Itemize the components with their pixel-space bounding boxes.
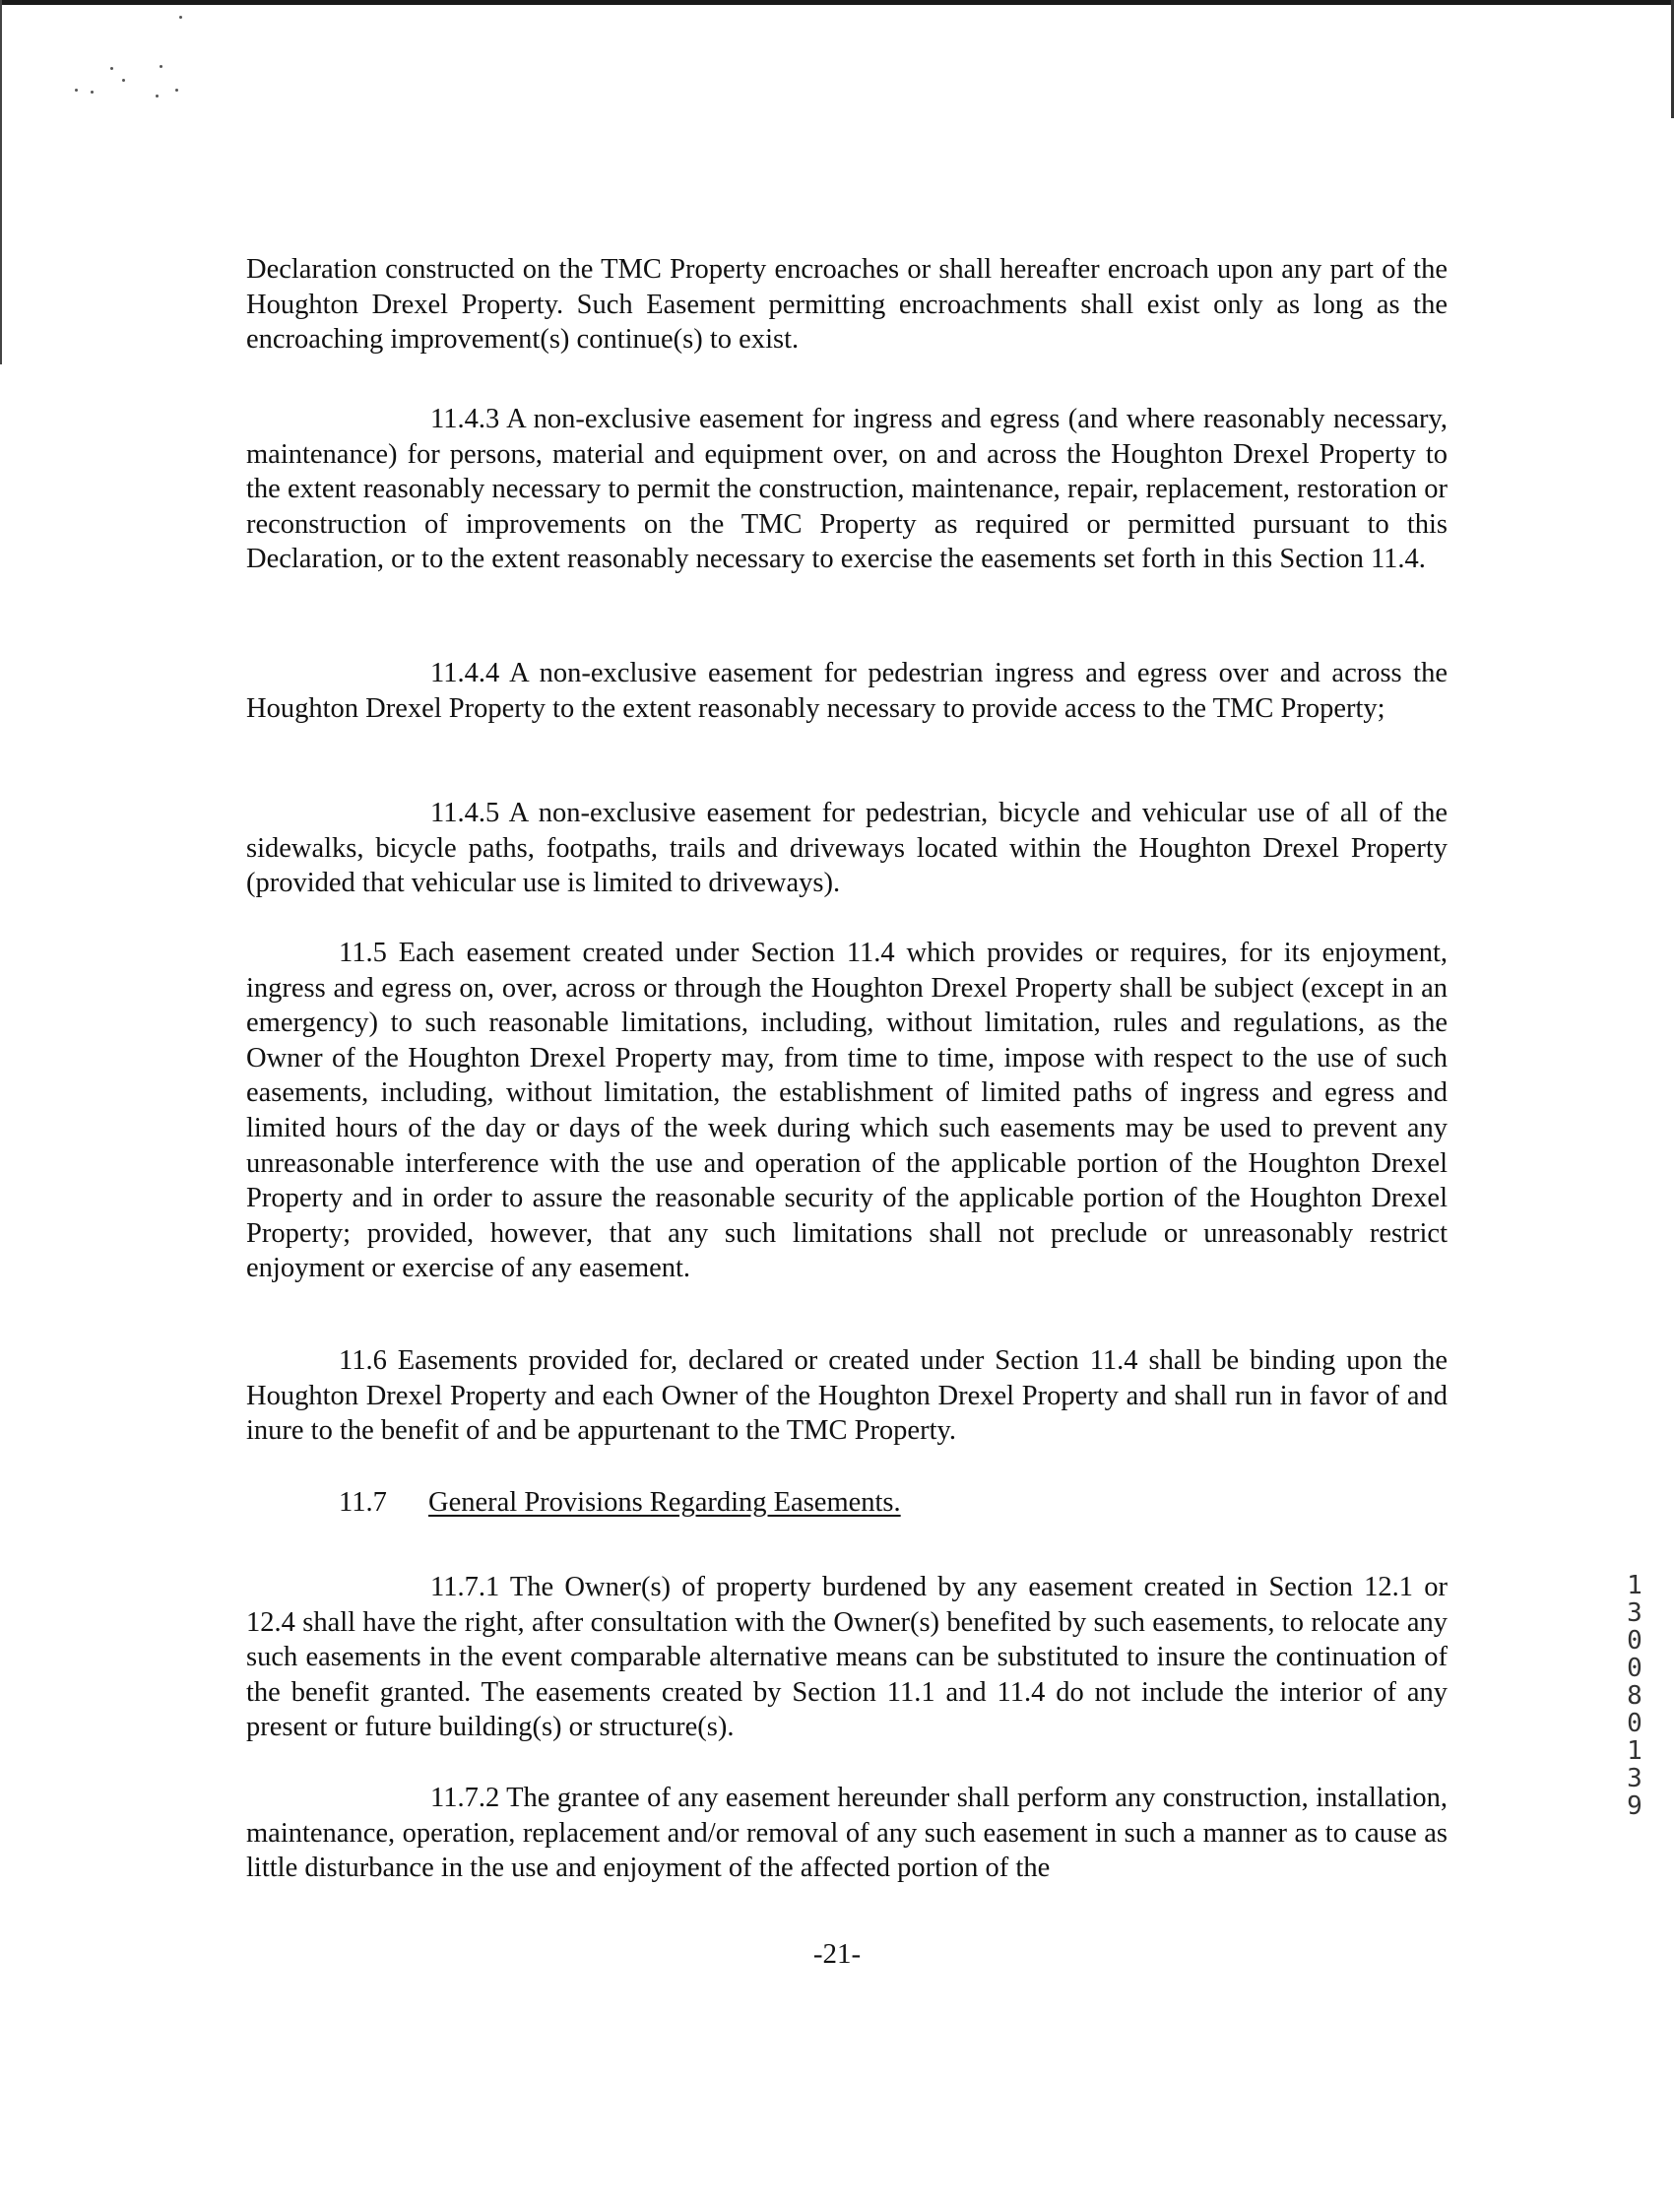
speck <box>179 16 182 19</box>
section-title: General Provisions Regarding Easements. <box>428 1487 901 1518</box>
speck <box>75 89 78 92</box>
recording-number-stamp: 13008 0139 <box>1627 1571 1642 1821</box>
scan-edge-left <box>0 0 2 364</box>
paragraph-11-4-5: 11.4.5 A non-exclusive easement for pedestrian, bicycle and vehicular use of all of the sidewalks, bicycle paths, footpaths, trails and driveways located within the Houghton Drexel Property (provided that vehicular use is limited to driveways). <box>246 798 1448 899</box>
page-number: -21- <box>812 1938 862 1970</box>
scan-specks <box>39 10 187 98</box>
paragraph-11-4-4: 11.4.4 A non-exclusive easement for pedestrian ingress and egress over and across the Houghton Drexel Property to the extent reasonably necessary to provide access to the TMC Property; <box>246 658 1448 724</box>
speck <box>175 89 178 92</box>
paragraph-11-7-2: 11.7.2 The grantee of any easement hereunder shall perform any construction, installation, maintenance, operation, replacement and/or removal of any such easement in such a manner as to cause as little disturbance in the use and enjoyment of the affected portion of the <box>246 1783 1448 1884</box>
paragraph-11-6: 11.6 Easements provided for, declared or created under Section 11.4 shall be binding upon the Houghton Drexel Property and each Owner of the Houghton Drexel Property and shall run in favor of and inure to the benefit of and be appurtenant to the TMC Property. <box>246 1345 1448 1447</box>
scan-edge-top <box>0 0 1674 5</box>
paragraph-11-4-3: 11.4.3 A non-exclusive easement for ingress and egress (and where reasonably necessary, maintenance) for persons, material and equipment over, on and across the Houghton Drexel Property to the extent reasonably necessary to permit the construction, maintenance, repair, replacement, restoration or reconstruction of improvements on the TMC Property as required or permitted pursuant to this Declaration, or to the extent reasonably necessary to exercise the easements set forth in this Section 11.4. <box>246 404 1448 575</box>
paragraph-11-5: 11.5 Each easement created under Section 11.4 which provides or requires, for its enjoyment, ingress and egress on, over, across or through the Houghton Drexel Property shall be subject (except in an emergency) to such reasonable limitations, including, without limitation, rules and regulations, as the Owner of the Houghton Drexel Property may, from time to time, impose with respect to the use of such easements, including, without limitation, the establishment of limited paths of ingress and egress and limited hours of the day or days of the week during which such easements may be used to prevent any unreasonable interference with the use and operation of the applicable portion of the Houghton Drexel Property and in order to assure the reasonable security of the applicable portion of the Houghton Drexel Property; provided, however, that any such limitations shall not preclude or unreasonably restrict enjoyment or exercise of any easement. <box>246 938 1448 1284</box>
speck <box>91 91 94 94</box>
paragraph-11-7-1: 11.7.1 The Owner(s) of property burdened by any easement created in Section 12.1 or 12.4 shall have the right, after consultation with the Owner(s) benefited by such easements, to relocate any such easements in the event comparable alternative means can be substituted to insure the continuation of the benefit granted. The easements created by Section 11.1 and 11.4 do not include the interior of any present or future building(s) or structure(s). <box>246 1572 1448 1743</box>
speck <box>122 79 125 82</box>
section-heading-11-7 <box>339 1485 901 1521</box>
paragraph-continuation: Declaration constructed on the TMC Property encroaches or shall hereafter encroach upon any part of the Houghton Drexel Property. Such Easement permitting encroachments shall exist only as long as the encroaching improvement(s) continue(s) to exist. <box>246 254 1448 356</box>
speck <box>110 67 113 70</box>
speck <box>160 65 162 68</box>
section-number: 11.7 <box>339 1487 387 1518</box>
speck <box>156 95 159 98</box>
